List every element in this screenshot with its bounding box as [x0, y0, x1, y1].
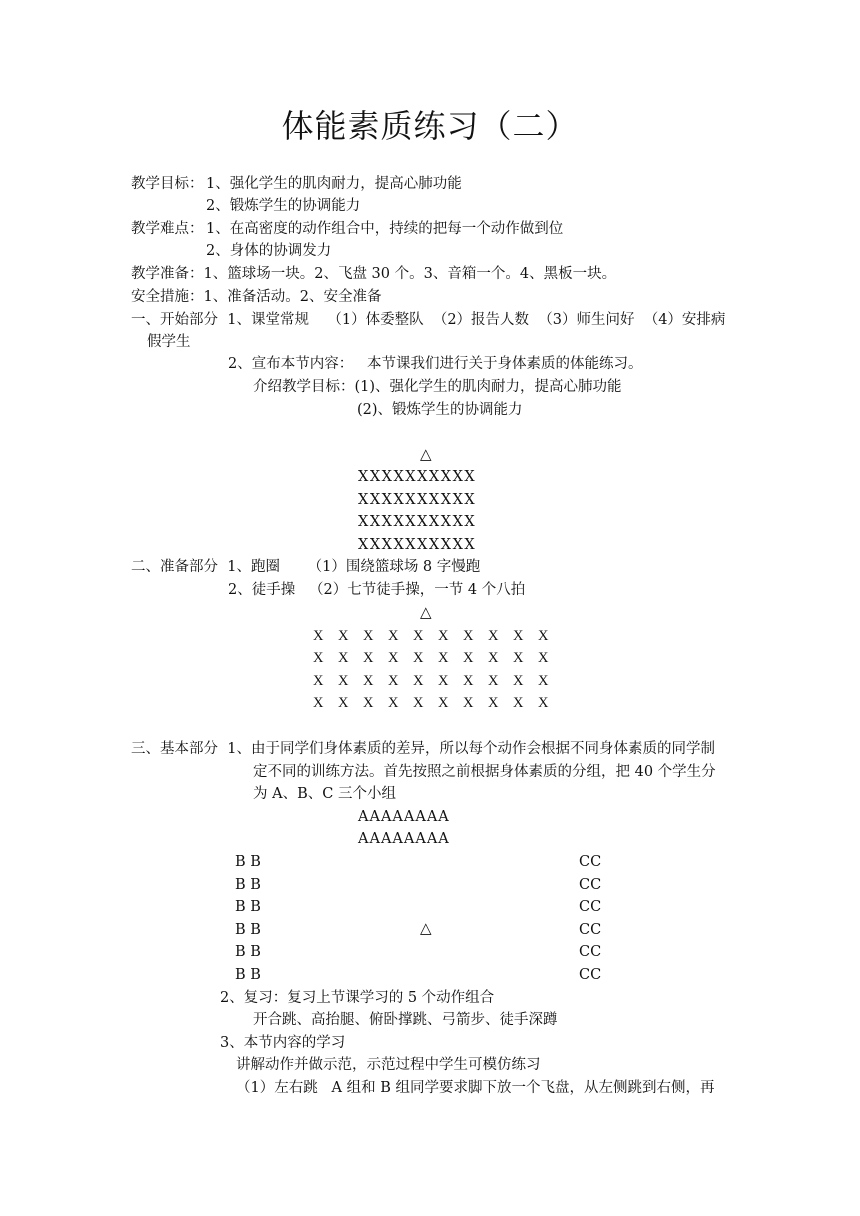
study-note: 讲解动作并做示范，示范过程中学生可模仿练习	[236, 1057, 541, 1073]
group-c-row: CC	[579, 899, 602, 915]
group-c-row: CC	[579, 877, 602, 893]
group-b-row: B B	[235, 944, 261, 960]
goal-label: 教学目标：	[131, 176, 204, 192]
group-c-row: CC	[579, 854, 602, 870]
part1-line3: 介绍教学目标：(1)、强化学生的肌肉耐力，提高心肺功能	[253, 379, 622, 395]
group-a-row: AAAAAAAA	[358, 809, 450, 825]
study-heading: 3、本节内容的学习	[220, 1035, 346, 1051]
group-b-row: B B	[235, 899, 261, 915]
difficulty-label: 教学难点：	[131, 221, 204, 237]
formation-row: XXXXXXXXXX	[358, 492, 477, 508]
part1-line1: 一、开始部分 1、课堂常规 （1）体委整队 （2）报告人数 （3）师生问好 （4）安排病	[131, 312, 726, 328]
review-items: 开合跳、高抬腿、俯卧撑跳、弓箭步、徒手深蹲	[253, 1012, 558, 1028]
part1-line4: (2)、锻炼学生的协调能力	[357, 402, 523, 418]
spaced-formation-row: X X X X X X X X X X	[313, 673, 549, 689]
group-c-row: CC	[579, 944, 602, 960]
teacher-triangle-2: △	[420, 603, 432, 621]
group-b-row: B B	[235, 877, 261, 893]
part2-line1: 二、准备部分 1、跑圈 （1）围绕篮球场 8 字慢跑	[131, 559, 481, 575]
group-b-row: B B	[235, 967, 261, 983]
spaced-formation-row: X X X X X X X X X X	[313, 628, 549, 644]
group-c-row: CC	[579, 967, 602, 983]
difficulty-2: 2、身体的协调发力	[206, 243, 332, 259]
part2-line2: 2、徒手操 （2）七节徒手操，一节 4 个八拍	[228, 582, 526, 598]
exercise-1: （1）左右跳 A 组和 B 组同学要求脚下放一个飞盘，从左侧跳到右侧，再	[236, 1080, 715, 1096]
part1-line2: 2、宣布本节内容： 本节课我们进行关于身体素质的体能练习。	[228, 356, 643, 372]
goal-1: 1、强化学生的肌肉耐力，提高心肺功能	[206, 176, 462, 192]
safety-measures: 安全措施：1、准备活动。2、安全准备	[131, 289, 382, 305]
group-c-row: CC	[579, 922, 602, 938]
part3-line1: 三、基本部分 1、由于同学们身体素质的差异，所以每个动作会根据不同身体素质的同学制	[131, 741, 715, 757]
group-b-row: B B	[235, 922, 261, 938]
teacher-triangle-1: △	[420, 445, 432, 463]
part3-line2: 定不同的训练方法。首先按照之前根据身体素质的分组，把 40 个学生分	[253, 764, 716, 780]
formation-row: XXXXXXXXXX	[358, 537, 477, 553]
spaced-formation-row: X X X X X X X X X X	[313, 650, 549, 666]
formation-row: XXXXXXXXXX	[358, 469, 477, 485]
part3-line3: 为 A、B、C 三个小组	[253, 786, 396, 802]
group-a-row: AAAAAAAA	[358, 831, 450, 847]
teacher-triangle-3: △	[420, 919, 432, 937]
part1-line1-cont: 假学生	[147, 334, 191, 350]
goal-2: 2、锻炼学生的协调能力	[206, 198, 361, 214]
page-title: 体能素质练习（二）	[281, 107, 579, 145]
review-line: 2、复习：复习上节课学习的 5 个动作组合	[220, 990, 495, 1006]
formation-row: XXXXXXXXXX	[358, 514, 477, 530]
teaching-prep: 教学准备：1、篮球场一块。2、飞盘 30 个。3、音箱一个。4、黑板一块。	[131, 266, 617, 282]
spaced-formation-row: X X X X X X X X X X	[313, 695, 549, 711]
group-b-row: B B	[235, 854, 261, 870]
difficulty-1: 1、在高密度的动作组合中，持续的把每一个动作做到位	[206, 221, 564, 237]
